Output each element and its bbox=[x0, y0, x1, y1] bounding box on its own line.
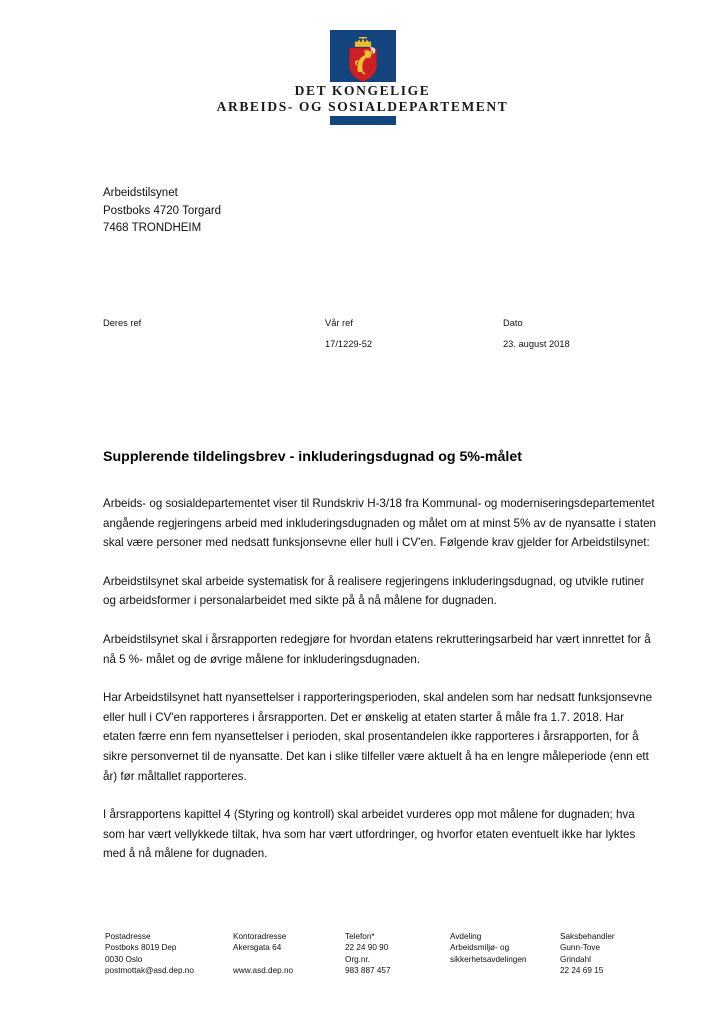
footer-orgnr-value: 983 887 457 bbox=[345, 966, 391, 976]
body-paragraph: Arbeids- og sosialdepartementet viser til Rundskriv H-3/18 fra Kommunal- og moderniseringsdepartementet angående regjeringens arbeid med inkluderingsdugnaden og målet om at minst 5% av de nyansatte i staten skal være personer med nedsatt funksjonsevne eller hull i CV'en. Følgende krav gjelder for Arbeidstilsynet: bbox=[103, 497, 656, 550]
footer-avdeling-line-1: Arbeidsmiljø- og bbox=[450, 943, 510, 953]
document-title: Supplerende tildelingsbrev - inkluderingsdugnad og 5%-målet bbox=[103, 449, 522, 465]
recipient-address-block bbox=[103, 185, 221, 238]
recipient-name: Arbeidstilsynet bbox=[103, 187, 178, 199]
letterhead-wordmark bbox=[213, 83, 513, 115]
dato-value: 23. august 2018 bbox=[503, 339, 570, 349]
norwegian-coat-of-arms-icon bbox=[346, 36, 380, 82]
footer-saksbehandler-firstname: Gunn-Tove bbox=[560, 943, 601, 953]
deres-ref-label: Deres ref bbox=[103, 318, 142, 328]
reference-values-row bbox=[103, 339, 655, 353]
footer-column-telefon bbox=[345, 931, 445, 977]
footer-orgnr-label: Org.nr. bbox=[345, 954, 371, 964]
footer-postadresse-title: Postadresse bbox=[105, 932, 151, 941]
footer-avdeling-line-2: sikkerhetsavdelingen bbox=[450, 954, 527, 964]
footer-avdeling-title: Avdeling bbox=[450, 932, 482, 941]
footer-column-kontoradresse bbox=[233, 931, 341, 977]
var-ref-value: 17/1229-52 bbox=[325, 339, 373, 349]
footer-column-avdeling bbox=[450, 931, 555, 965]
footer-postadresse-line-2: 0030 Oslo bbox=[105, 954, 143, 964]
footer-column-postadresse bbox=[105, 931, 230, 977]
body-paragraph: Arbeidstilsynet skal arbeide systematisk for å realisere regjeringens inkluderingsdugnad, og utvikle rutiner og arbeidsformer i personalarbeidet med sikte på å nå målene for dugnaden. bbox=[103, 574, 645, 608]
footer-column-saksbehandler bbox=[560, 931, 650, 977]
recipient-city: 7468 TRONDHEIM bbox=[103, 222, 202, 234]
letterhead-line-2: ARBEIDS- OG SOSIALDEPARTEMENT bbox=[216, 98, 509, 114]
footer-telefon-number: 22 24 90 90 bbox=[345, 943, 389, 953]
footer-postadresse-email[interactable]: postmottak@asd.dep.no bbox=[105, 966, 194, 976]
letterhead bbox=[0, 30, 725, 130]
footer-kontoradresse-website[interactable]: www.asd.dep.no bbox=[233, 966, 294, 976]
dato-label: Dato bbox=[503, 318, 523, 328]
footer-kontoradresse-title: Kontoradresse bbox=[233, 932, 287, 941]
letterhead-line-1: DET KONGELIGE bbox=[294, 83, 431, 98]
footer-saksbehandler-phone: 22 24 69 15 bbox=[560, 966, 604, 976]
footer-saksbehandler-title: Saksbehandler bbox=[560, 932, 615, 941]
reference-labels-row bbox=[103, 318, 655, 332]
footer-saksbehandler-lastname: Grindahl bbox=[560, 954, 591, 964]
body-paragraph: I årsrapportens kapittel 4 (Styring og kontroll) skal arbeidet vurderes opp mot målene for dugnaden; hva som har vært vellykkede tiltak, hva som har vært utfordringer, og hvorfor etaten eventuelt ikke har lyktes med å nå målene for dugnaden. bbox=[103, 808, 636, 861]
page-footer bbox=[105, 931, 650, 987]
footer-postadresse-line-1: Postboks 8019 Dep bbox=[105, 943, 177, 953]
document-body bbox=[103, 494, 659, 883]
body-paragraph: Har Arbeidstilsynet hatt nyansettelser i rapporteringsperioden, skal andelen som har nedsatt funksjonsevne eller hull i CV'en rapporteres i årsrapporten. Det er ønskelig at etaten starter å måle fra 1.7. 2018. Har etaten færre enn fem nyansettelser i perioden, skal prosentandelen ikke rapporteres i årsrapporten, for å sikre personvernet til de nyansatte. Det kan i slike tilfeller være aktuelt å ha en lengre måleperiode (enn ett år) før måltallet rapporteres. bbox=[103, 691, 653, 783]
footer-kontoradresse-line-1: Akersgata 64 bbox=[233, 943, 282, 953]
body-paragraph: Arbeidstilsynet skal i årsrapporten redegjøre for hvordan etatens rekrutteringsarbeid har vært innrettet for å nå 5 %- målet og de øvrige målene for inkluderingsdugnaden. bbox=[103, 632, 651, 666]
footer-telefon-title: Telefon* bbox=[345, 932, 375, 941]
recipient-street: Postboks 4720 Torgard bbox=[103, 204, 222, 217]
reference-block bbox=[103, 318, 655, 353]
var-ref-label: Vår ref bbox=[325, 318, 353, 328]
